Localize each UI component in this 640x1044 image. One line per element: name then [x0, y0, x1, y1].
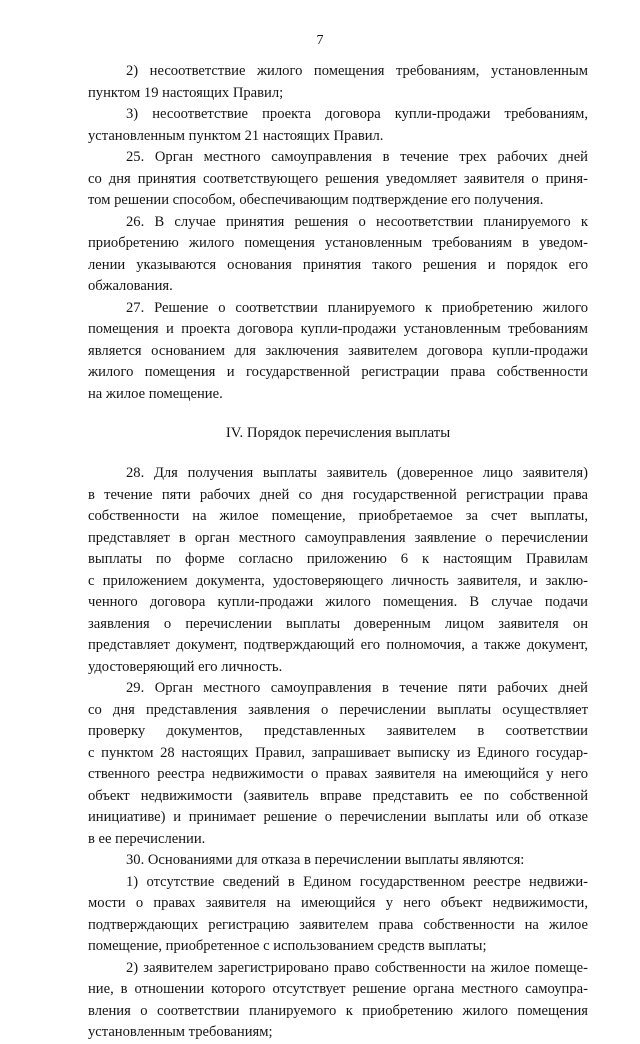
document-body — [88, 61, 588, 1044]
text-line: 30. Основаниями для отказа в перечислении выплаты являются: — [126, 852, 525, 868]
text-line: подтверждающих регистрацию заявителем права собственности на жилое — [88, 916, 588, 933]
text-line: 1) отсутствие сведений в Едином государственном реестре недвижи- — [126, 873, 588, 890]
text-line: 25. Орган местного самоуправления в течение трех рабочих дней — [126, 149, 588, 165]
text-line: 2) несоответствие жилого помещения требованиям, установленным — [126, 63, 588, 79]
text-line: является основанием для заключения заявителем договора купли-продажи — [88, 342, 588, 359]
text-line: 2) заявителем зарегистрировано право собственности на жилое помеще- — [126, 959, 588, 976]
paragraph-p-30 — [88, 850, 588, 872]
text-line: со дня представления заявления о перечислении выплаты осуществляет — [88, 701, 588, 718]
text-line: приобретению жилого помещения установленным требованиям в уведом- — [88, 235, 588, 251]
paragraph-p-24-3 — [88, 104, 588, 147]
text-line: обжалования. — [88, 278, 173, 294]
text-line: пунктом 19 настоящих Правил; — [88, 84, 284, 101]
text-line: объект недвижимости (заявитель вправе представить ее по собственной — [88, 787, 588, 804]
text-line: 3) несоответствие проекта договора купли-продажи требованиям, — [126, 106, 588, 122]
text-line: с приложением документа, удостоверяющего личность заявителя, и заклю- — [88, 572, 588, 589]
paragraph-p-28 — [88, 463, 588, 678]
paragraphs-after-section — [88, 463, 588, 1044]
text-line: инициативе) и принимает решение о перечислении выплаты или об отказе — [88, 809, 588, 825]
text-line: 26. В случае принятия решения о несоответствии планируемого к — [126, 213, 588, 230]
text-line: со дня принятия соответствующего решения уведомляет заявителя о приня- — [88, 170, 588, 187]
text-line: помещение, приобретенное с использованием средств выплаты; — [88, 938, 487, 954]
section-heading: IV. Порядок перечисления выплаты — [225, 425, 451, 441]
text-line: мости о правах заявителя на имеющийся у него объект недвижимости, — [88, 895, 588, 911]
paragraph-p-30-1 — [88, 872, 588, 958]
text-line: ственного реестра недвижимости о правах заявителя на имеющийся у него — [88, 766, 588, 782]
text-line: на жилое помещение. — [88, 385, 223, 402]
text-line: проверку документов, представленных заявителем в соответствии — [88, 723, 588, 739]
text-line: представляет документ, подтверждающий его полномочия, а также документ, — [88, 637, 588, 653]
paragraph-p-24-2 — [88, 61, 588, 104]
text-line: вления о соответствии планируемого к приобретению жилого помещения — [88, 1002, 588, 1019]
text-line: лении указываются основания принятия такого решения и порядок его — [88, 256, 588, 273]
text-line: ченного договора купли-продажи жилого помещения. В случае подачи — [88, 594, 588, 610]
text-line: удостоверяющий его личность. — [88, 658, 283, 675]
text-line: 28. Для получения выплаты заявитель (доверенное лицо заявителя) — [126, 465, 588, 481]
text-line: установленным пунктом 21 настоящих Правил. — [88, 127, 384, 144]
paragraphs-before-section — [88, 61, 588, 405]
text-line: жилого помещения и государственной регистрации права собственности — [88, 364, 588, 380]
paragraph-p-29 — [88, 678, 588, 850]
text-line: представляет в орган местного самоуправления заявление о перечислении — [88, 529, 588, 546]
paragraph-p-30-2 — [88, 958, 588, 1044]
text-line: в ее перечислении. — [88, 830, 206, 847]
text-line: 27. Решение о соответствии планируемого к приобретению жилого — [126, 299, 588, 316]
text-line: с пунктом 28 настоящих Правил, запрашивает выписку из Единого государ- — [88, 744, 588, 761]
page-number: 7 — [316, 33, 324, 48]
paragraph-p-27 — [88, 298, 588, 406]
text-line: собственности на жилое помещение, приобретаемое за счет выплаты, — [88, 508, 588, 524]
paragraph-p-26 — [88, 212, 588, 298]
text-line: в течение пяти рабочих дней со дня государственной регистрации права — [88, 486, 588, 503]
text-line: установленным требованиям; — [88, 1024, 273, 1040]
text-line: выплаты по форме согласно приложению 6 к настоящим Правилам — [88, 551, 588, 567]
text-line: ние, в отношении которого отсутствует решение органа местного самоупра- — [88, 981, 588, 997]
text-line: 29. Орган местного самоуправления в течение пяти рабочих дней — [126, 680, 588, 696]
paragraph-p-25 — [88, 147, 588, 212]
text-line: заявления о перечислении выплаты доверенным лицом заявителя он — [88, 615, 588, 632]
text-line: помещения и проекта договора купли-продажи установленным требованиям — [88, 321, 588, 337]
text-line: том решении способом, обеспечивающим подтверждение его получения. — [88, 192, 544, 208]
